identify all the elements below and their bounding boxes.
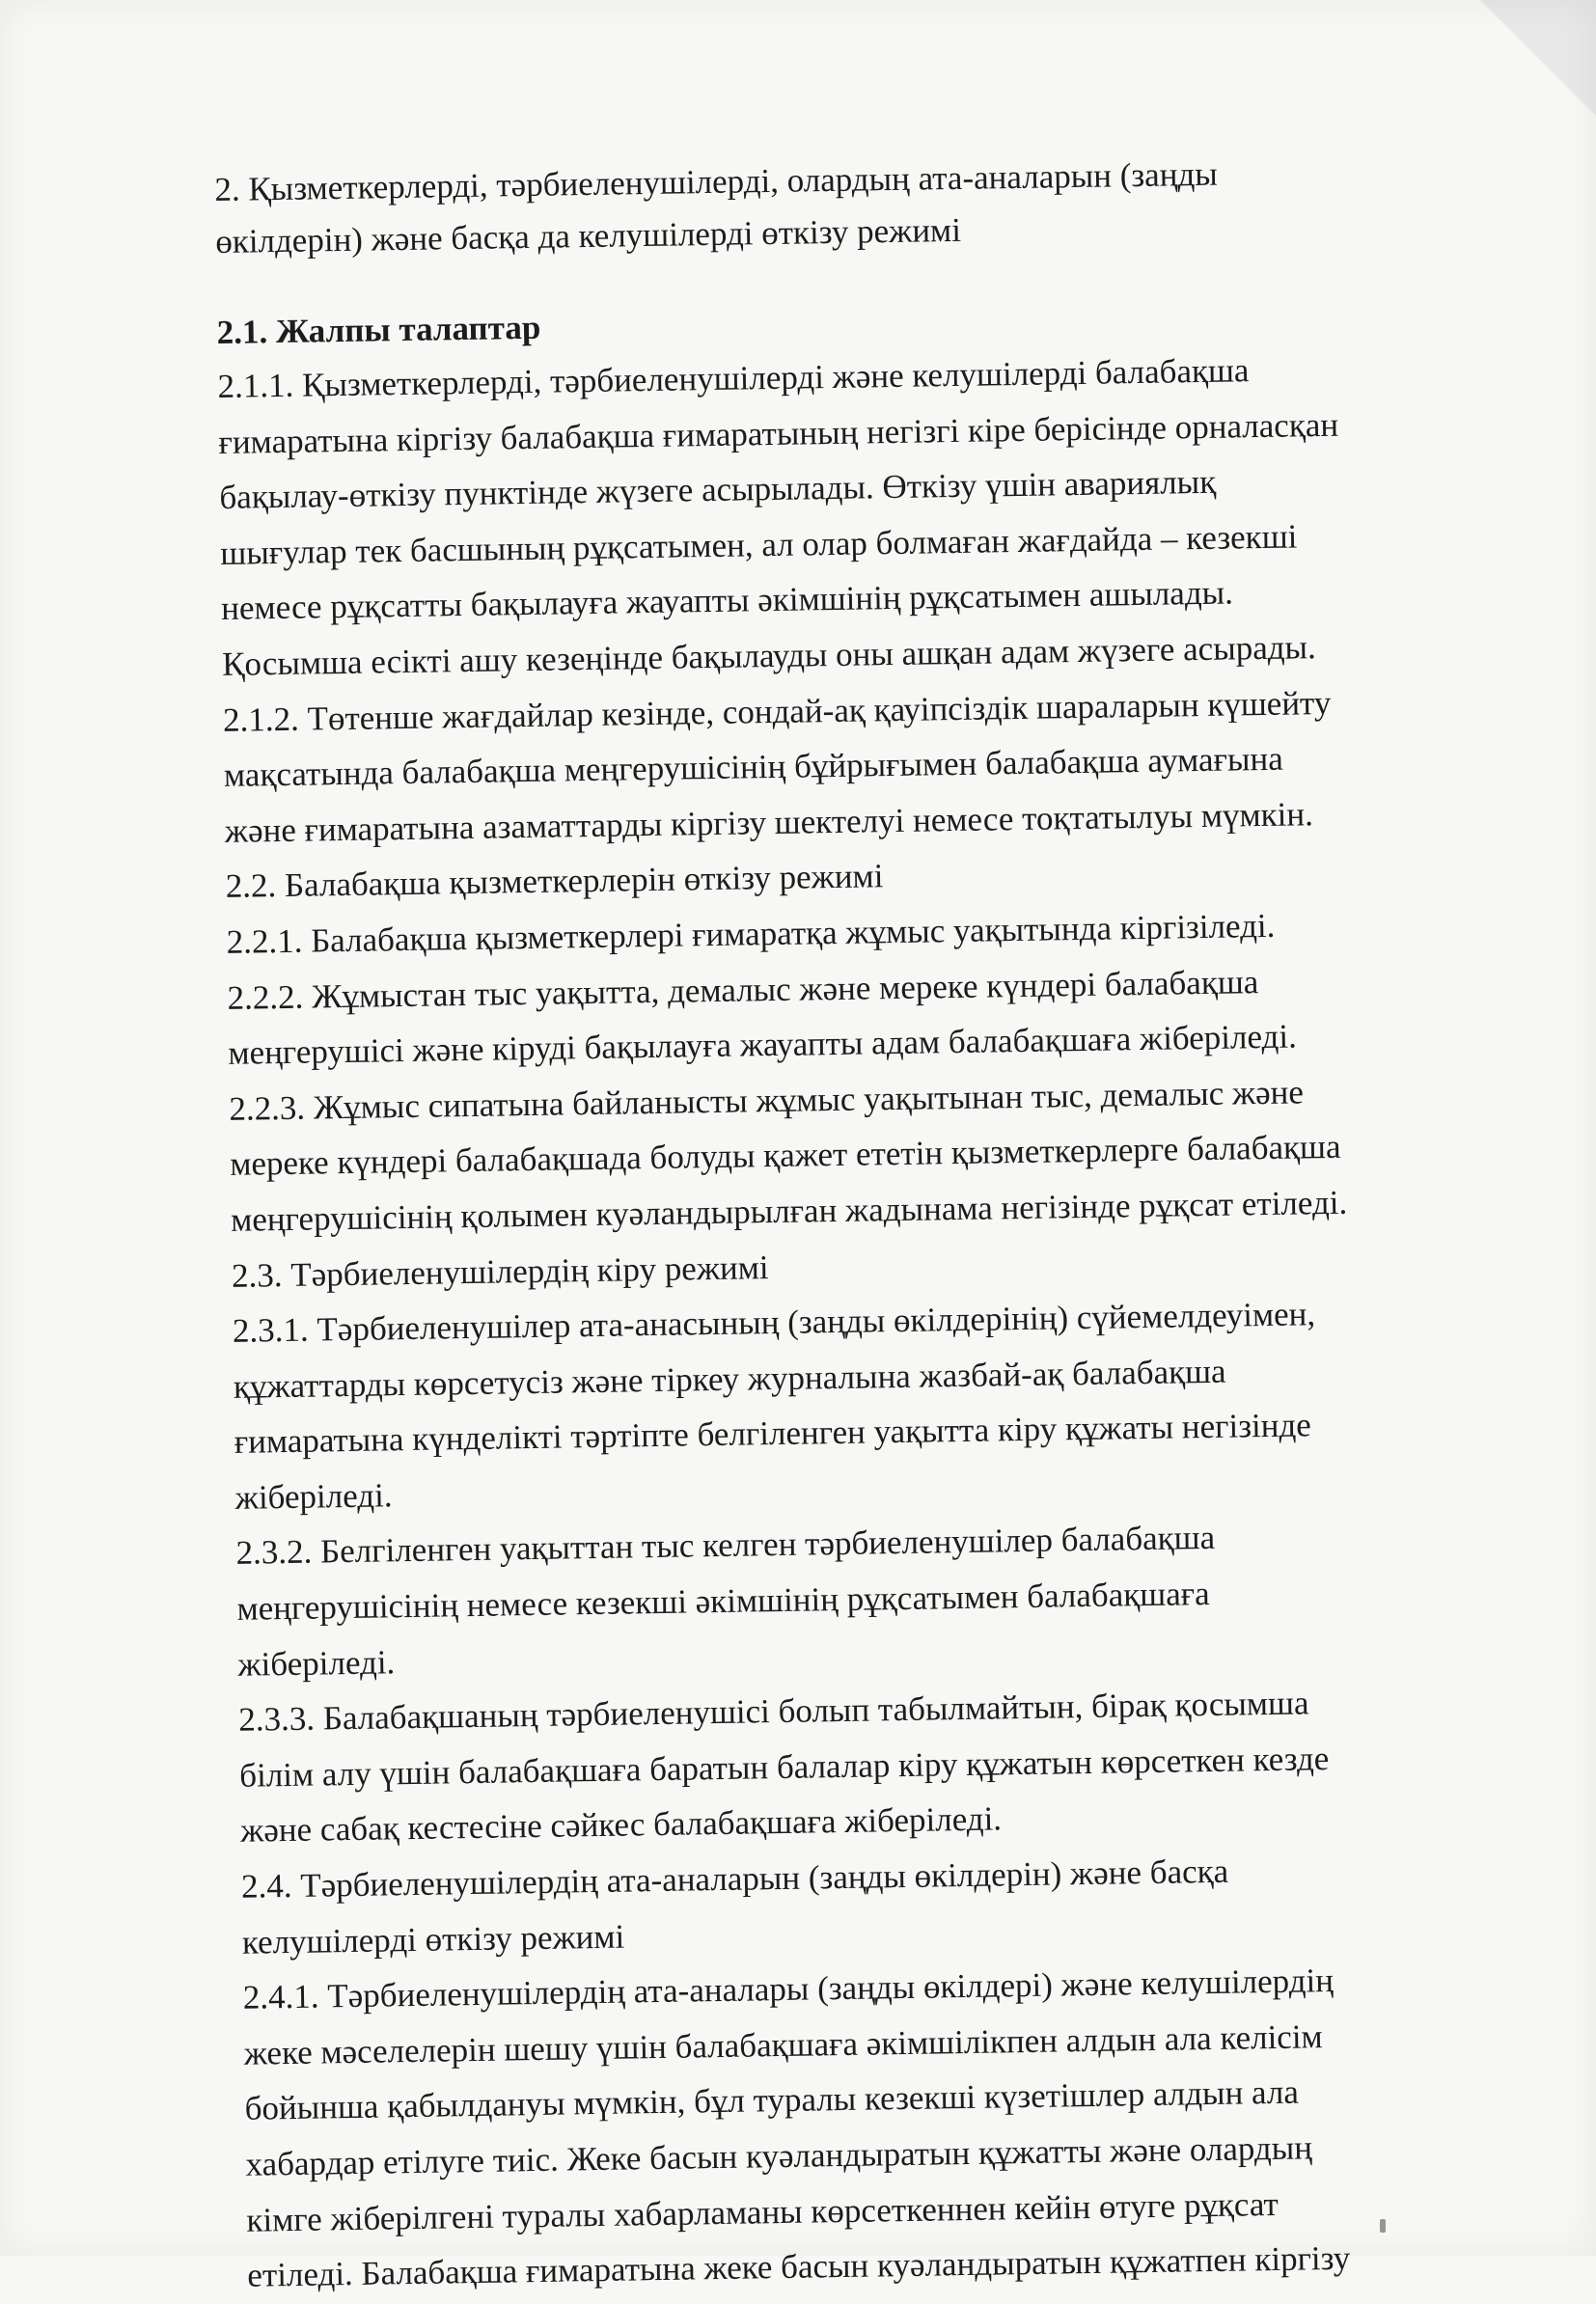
text-line: 2.2.2. Жұмыстан тыс уақытта, демалыс және мереке күндері балабақша	[227, 962, 1259, 1017]
document-heading	[214, 144, 1509, 268]
text-line: хабардар етілуге тиіс. Жеке басын куәландыратын құжатты және олардың	[245, 2128, 1313, 2183]
text-line: меңгерушісі және кіруді бақылауға жауапты адам балабақшаға жіберіледі.	[228, 1017, 1298, 1073]
text-line: 2.4. Тәрбиеленушілердің ата-аналарын (заңды өкілдерін) және басқа	[240, 1851, 1229, 1906]
text-line: шығулар тек басшының рұқсатымен, ал олар болмаған жағдайда – кезекші	[220, 517, 1298, 572]
text-line: 2.2.3. Жұмыс сипатына байланысты жұмыс уақытынан тыс, демалыс және	[229, 1073, 1305, 1128]
document-page	[214, 144, 1541, 2304]
text-line: мереке күндері балабақшада болуды қажет ететін қызметкерлерге балабақша	[229, 1128, 1341, 1184]
text-line: 2.3. Тәрбиеленушілердің кіру режимі	[231, 1248, 769, 1295]
text-line: және сабақ кестесіне сәйкес балабақшаға жіберіледі.	[239, 1799, 1003, 1851]
section-title: 2.1. Жалпы талаптар	[216, 308, 541, 351]
text-line: меңгерушісінің немесе кезекші әкімшінің рұқсатымен балабақшаға	[236, 1575, 1210, 1628]
document-body	[217, 339, 1540, 2304]
text-line: ғимаратына күнделікті тәртіпте белгіленген уақытта кіру құжаты негізінде	[234, 1406, 1312, 1462]
text-line: білім алу үшін балабақшаға баратын балалар кіру құжатын көрсеткен кезде	[238, 1739, 1330, 1795]
text-line: меңгерушісінің қолымен куәландырылған жадынама негізінде рұқсат етіледі.	[230, 1183, 1348, 1239]
scan-page-edge	[1480, 0, 1596, 116]
text-line: жеке мәселелерін шешу үшін балабақшаға әкімшілікпен алдын ала келісім	[243, 2017, 1323, 2072]
text-line: ғимаратына кіргізу балабақша ғимаратының негізгі кіре берісінде орналасқан	[218, 405, 1339, 461]
text-line: 2.1.2. Төтенше жағдайлар кезінде, сондай-ақ қауіпсіздік шараларын күшейту	[222, 683, 1332, 739]
text-line: бақылау-өткізу пунктінде жүзеге асырылады. Өткізу үшін авариялық	[219, 462, 1217, 517]
text-line: кімге жіберілгені туралы хабарламаны көрсеткеннен кейін өтуге рұқсат	[246, 2184, 1280, 2239]
heading-line: өкілдерін) және басқа да келушілерді өткізу режимі	[214, 210, 962, 261]
text-line: 2.1.1. Қызметкерлерді, тәрбиеленушілерді және келушілерді балабақша	[217, 351, 1250, 405]
text-line: 2.2. Балабақша қызметкерлерін өткізу режимі	[225, 857, 884, 906]
text-line: Қосымша есікті ашу кезеңінде бақылауды оны ашқан адам жүзеге асырады.	[221, 628, 1317, 683]
text-line: бойынша қабылдануы мүмкін, бұл туралы кезекші күзетішлер алдын ала	[244, 2073, 1300, 2128]
text-line: мақсатында балабақша меңгерушісінің бұйрығымен балабақша аумағына	[223, 739, 1283, 795]
text-line: жіберіледі.	[237, 1642, 396, 1684]
text-line: немесе рұқсатты бақылауға жауапты әкімшінің рұқсатымен ашылады.	[220, 573, 1234, 628]
text-line: келушілерді өткізу режимі	[241, 1917, 625, 1961]
text-line: жіберіледі.	[234, 1476, 393, 1517]
text-line: 2.3.3. Балабақшаның тәрбиеленушісі болып табылмайтын, бірақ қосымша	[238, 1684, 1309, 1740]
heading-line: 2. Қызметкерлерді, тәрбиеленушілерді, олардың ата-аналарын (заңды	[214, 154, 1219, 208]
scan-speck	[1380, 2219, 1386, 2233]
text-line: 2.3.1. Тәрбиеленушілер ата-анасының (заңды өкілдерінің) сүйемелдеуімен,	[232, 1295, 1316, 1350]
text-line: 2.2.1. Балабақша қызметкерлері ғимаратқа жұмыс уақытында кіргізіледі.	[226, 906, 1276, 961]
text-line: және ғимаратына азаматтарды кіргізу шектелуі немесе тоқтатылуы мүмкін.	[224, 794, 1314, 850]
text-line: құжаттарды көрсетусіз және тіркеу журналына жазбай-ақ балабақша	[233, 1352, 1226, 1406]
text-line: 2.3.2. Белгіленген уақыттан тыс келген тәрбиеленушілер балабақша	[235, 1519, 1216, 1573]
text-line: етіледі. Балабақша ғимаратына жеке басын куәландыратын құжатпен кіргізу	[247, 2238, 1351, 2294]
text-line: 2.4.1. Тәрбиеленушілердің ата-аналары (заңды өкілдері) және келушілердің	[242, 1961, 1335, 2016]
